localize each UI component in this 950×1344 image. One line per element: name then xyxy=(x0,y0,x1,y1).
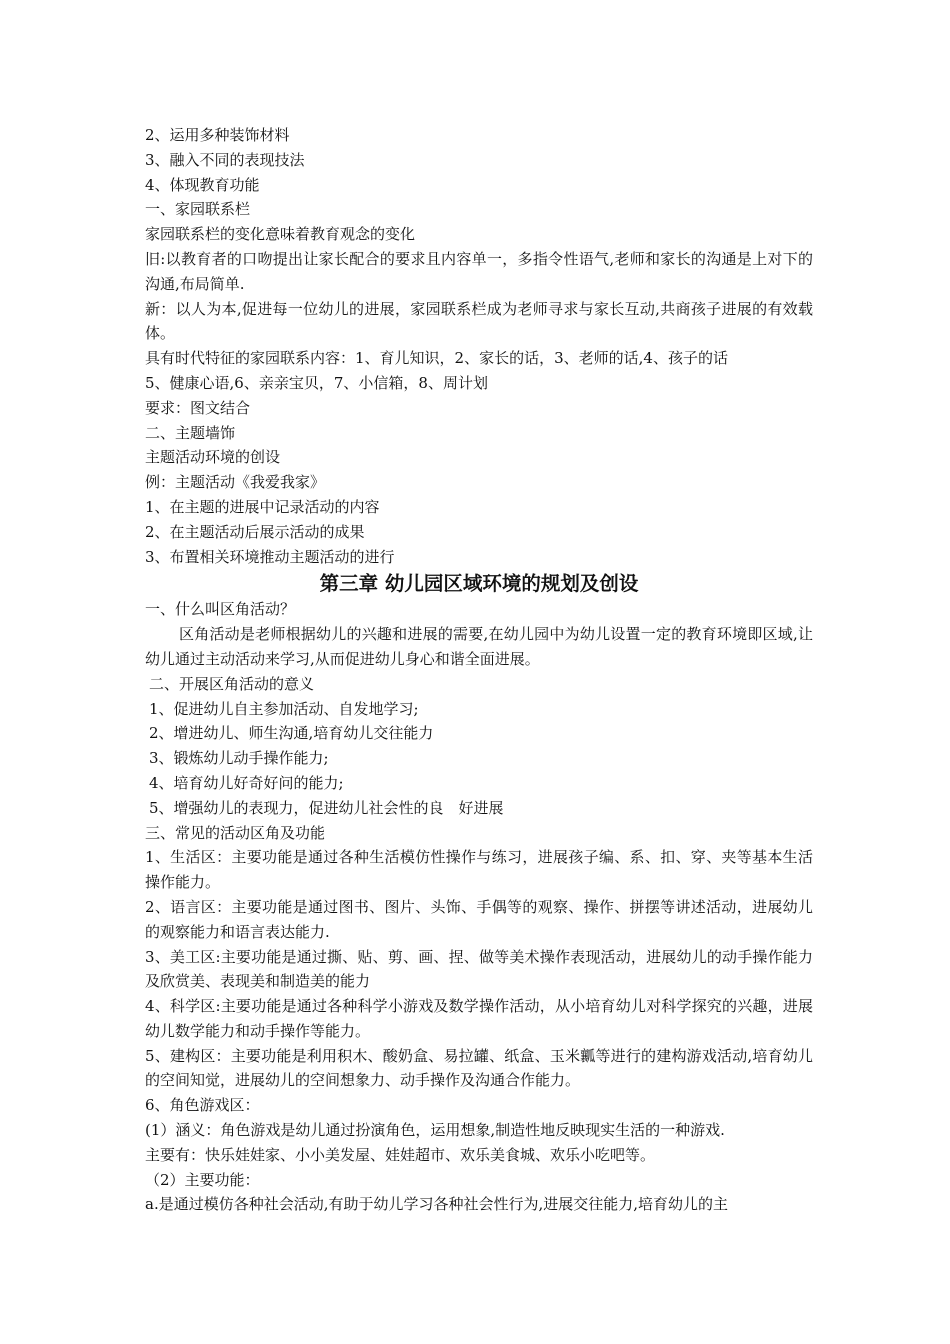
section-heading: 三、常见的活动区角及功能 xyxy=(145,823,326,842)
section-heading: 二、主题墙饰 xyxy=(145,423,236,442)
section-heading: 一、什么叫区角活动？ xyxy=(145,600,296,619)
list-item: 5、增强幼儿的表现力，促进幼儿社会性的良 好进展 xyxy=(149,798,504,817)
list-item: 2、增进幼儿、师生沟通,培育幼儿交往能力 xyxy=(149,724,434,743)
list-item: 4、体现教育功能 xyxy=(145,175,260,194)
text-line: 例：主题活动《我爱我家》 xyxy=(145,473,326,492)
text-line: 5、健康心语,6、亲亲宝贝，7、小信箱，8、周计划 xyxy=(145,373,488,392)
document-page xyxy=(145,123,813,1217)
list-item: 6、角色游戏区： xyxy=(145,1096,260,1115)
paragraph: 4、科学区:主要功能是通过各种科学小游戏及数学操作活动，从小培育幼儿对科学探究的兴趣，进展幼儿数学能力和动手操作等能力。 xyxy=(145,997,813,1040)
text-line: a.是通过模仿各种社会活动,有助于幼儿学习各种社会性行为,进展交往能力,培育幼儿的主 xyxy=(145,1195,729,1214)
text-line: 具有时代特征的家园联系内容：1、育儿知识，2、家长的话，3、老师的话,4、孩子的话 xyxy=(145,349,728,368)
list-item: 1、在主题的进展中记录活动的内容 xyxy=(145,497,380,516)
text-line: 家园联系栏的变化意味着教育观念的变化 xyxy=(145,225,416,244)
text-line: 主要有：快乐娃娃家、小小美发屋、娃娃超市、欢乐美食城、欢乐小吃吧等。 xyxy=(145,1145,656,1164)
text-line: （2）主要功能： xyxy=(145,1170,260,1189)
text-line: 要求：图文结合 xyxy=(145,398,251,417)
paragraph: 1、生活区：主要功能是通过各种生活模仿性操作与练习，进展孩子编、系、扣、穿、夹等基本生活操作能力。 xyxy=(145,848,813,892)
paragraph: 区角活动是老师根据幼儿的兴趣和进展的需要,在幼儿园中为幼儿设置一定的教育环境即区域,让幼儿通过主动活动来学习,从而促进幼儿身心和谐全面进展。 xyxy=(145,625,813,668)
list-item: 2、在主题活动后展示活动的成果 xyxy=(145,522,365,541)
list-item: 3、融入不同的表现技法 xyxy=(145,150,305,169)
text-line: 主题活动环境的创设 xyxy=(145,448,281,467)
list-item: 2、运用多种装饰材料 xyxy=(145,126,290,144)
text-line: (1）涵义：角色游戏是幼儿通过扮演角色，运用想象,制造性地反映现实生活的一种游戏. xyxy=(145,1121,725,1140)
paragraph: 3、美工区:主要功能是通过撕、贴、剪、画、捏、做等美术操作表现活动，进展幼儿的动手操作能力及欣赏美、表现美和制造美的能力 xyxy=(145,947,813,991)
paragraph: 旧:以教育者的口吻提出让家长配合的要求且内容单一，多指令性语气,老师和家长的沟通是上对下的沟通,布局简单. xyxy=(145,249,813,293)
list-item: 3、布置相关环境推动主题活动的进行 xyxy=(145,547,395,566)
chapter-title: 第三章 幼儿园区域环境的规划及创设 xyxy=(319,572,639,596)
list-item: 1、促进幼儿自主参加活动、自发地学习; xyxy=(149,699,419,718)
paragraph: 2、语言区：主要功能是通过图书、图片、头饰、手偶等的观察、操作、拼摆等讲述活动，进展幼儿的观察能力和语言表达能力. xyxy=(145,897,813,941)
list-item: 4、培育幼儿好奇好问的能力; xyxy=(149,773,344,792)
paragraph: 5、建构区：主要功能是利用积木、酸奶盒、易拉罐、纸盒、玉米瓤等进行的建构游戏活动,培育幼儿的空间知觉，进展幼儿的空间想象力、动手操作及沟通合作能力。 xyxy=(145,1046,813,1090)
section-heading: 二、开展区角活动的意义 xyxy=(149,674,315,693)
list-item: 3、锻炼幼儿动手操作能力; xyxy=(149,749,329,768)
paragraph: 新：以人为本,促进每一位幼儿的进展，家园联系栏成为老师寻求与家长互动,共商孩子进展的有效载体。 xyxy=(145,299,813,343)
section-heading: 一、家园联系栏 xyxy=(145,200,251,219)
